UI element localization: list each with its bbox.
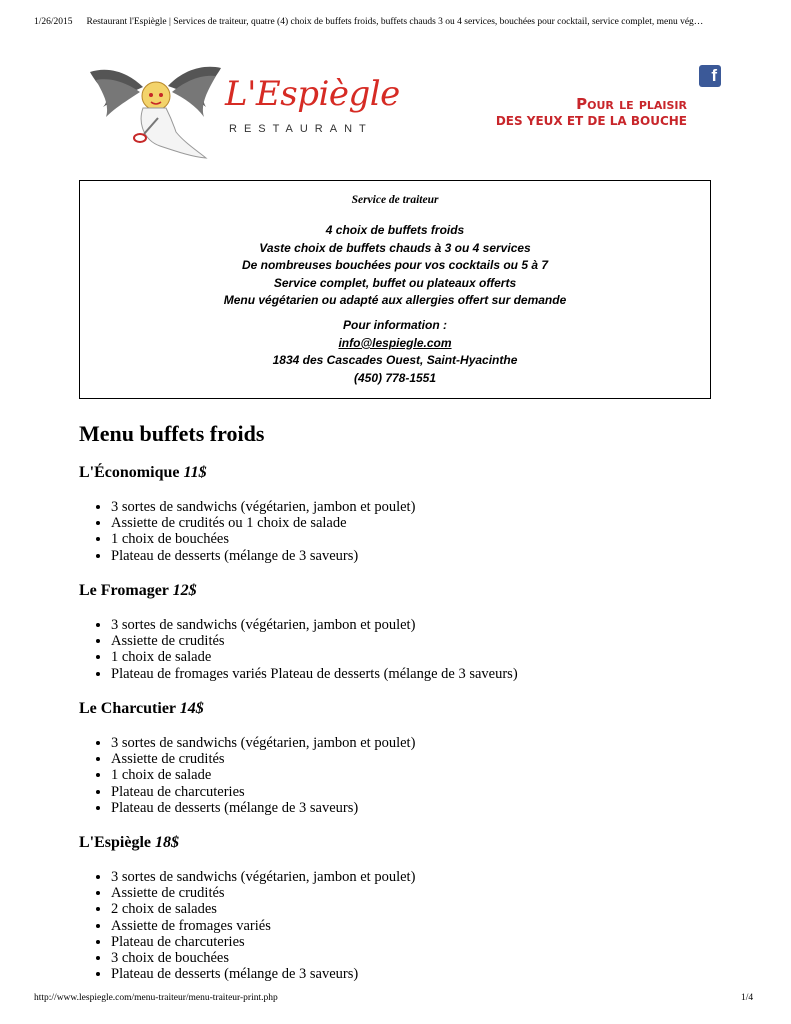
list-item: • Assiette de crudités	[111, 751, 759, 767]
list-item: • Plateau de fromages variés Plateau de desserts (mélange de 3 saveurs)	[111, 666, 759, 682]
cherub-mascot-icon	[88, 62, 223, 162]
print-page-title: Restaurant l'Espiègle | Services de traiteur, quatre (4) choix de buffets froids, buffets chauds 3 ou 4 services, bouchées pour cocktail, service complet, menu vég…	[86, 17, 704, 27]
list-item: • Assiette de crudités	[111, 885, 759, 901]
info-box	[79, 180, 711, 399]
tagline	[496, 96, 687, 130]
list-item: • 3 choix de bouchées	[111, 950, 759, 966]
section-name: Le Fromager	[79, 582, 169, 599]
tagline-line-2: DES YEUX ET DE LA BOUCHE	[495, 114, 687, 128]
address: 1834 des Cascades Ouest, Saint-Hyacinthe	[272, 353, 518, 368]
menu-section-espiegle	[79, 833, 759, 982]
list-item: • 1 choix de salade	[111, 767, 759, 783]
section-price: 11$	[183, 464, 207, 481]
info-box-title: Service de traiteur	[351, 194, 439, 206]
contact-label: Pour information :	[343, 318, 447, 332]
brand-subtitle: RESTAURANT	[229, 123, 373, 135]
feature-item: Vaste choix de buffets chauds à 3 ou 4 services	[259, 240, 531, 255]
section-item-list	[79, 617, 759, 682]
list-item: • Plateau de desserts (mélange de 3 saveurs)	[111, 548, 759, 564]
section-name: L'Économique	[79, 464, 180, 481]
section-item-list	[79, 735, 759, 816]
print-url: http://www.lespiegle.com/menu-traiteur/menu-traiteur-print.php	[34, 993, 278, 1003]
phone-number: (450) 778-1551	[353, 370, 437, 385]
print-header	[34, 17, 764, 27]
menu-section-fromager	[79, 581, 759, 682]
list-item: • Plateau de desserts (mélange de 3 saveurs)	[111, 800, 759, 816]
list-item: • Assiette de crudités ou 1 choix de salade	[111, 515, 759, 531]
email-link[interactable]: info@lespiegle.com	[338, 335, 452, 350]
list-item: • 3 sortes de sandwichs (végétarien, jambon et poulet)	[111, 869, 759, 885]
feature-item: Service complet, buffet ou plateaux offerts	[273, 275, 517, 290]
tagline-line-1: Pour le plaisir	[576, 95, 687, 113]
list-item: • 2 choix de salades	[111, 901, 759, 917]
restaurant-logo[interactable]	[88, 62, 400, 162]
list-item: • Plateau de charcuteries	[111, 934, 759, 950]
list-item: • Plateau de charcuteries	[111, 784, 759, 800]
list-item: • Assiette de fromages variés	[111, 918, 759, 934]
section-name: L'Espiègle	[79, 834, 152, 851]
menu-section-economique	[79, 463, 759, 564]
brand-name: L'Espiègle	[225, 74, 400, 114]
section-heading	[79, 581, 759, 601]
section-heading	[79, 833, 759, 853]
menu-section-charcutier	[79, 699, 759, 816]
feature-item: De nombreuses bouchées pour vos cocktails ou 5 à 7	[241, 258, 549, 273]
list-item: • 3 sortes de sandwichs (végétarien, jambon et poulet)	[111, 735, 759, 751]
section-price: 18$	[155, 834, 180, 851]
section-price: 12$	[172, 582, 197, 599]
feature-item: 4 choix de buffets froids	[325, 223, 465, 237]
facebook-icon[interactable]: f	[699, 65, 721, 87]
contact-block	[80, 317, 710, 387]
feature-item: Menu végétarien ou adapté aux allergies offert sur demande	[223, 293, 567, 308]
list-item: • Assiette de crudités	[111, 633, 759, 649]
list-item: • 3 sortes de sandwichs (végétarien, jambon et poulet)	[111, 499, 759, 515]
service-features	[80, 222, 710, 310]
section-item-list	[79, 869, 759, 982]
list-item: • 3 sortes de sandwichs (végétarien, jambon et poulet)	[111, 617, 759, 633]
print-page-number: 1/4	[741, 993, 754, 1003]
list-item: • 1 choix de salade	[111, 649, 759, 665]
list-item: • Plateau de desserts (mélange de 3 saveurs)	[111, 966, 759, 982]
print-date: 1/26/2015	[34, 17, 73, 27]
section-price: 14$	[179, 700, 204, 717]
section-name: Le Charcutier	[79, 700, 176, 717]
section-heading	[79, 463, 759, 483]
list-item: • 1 choix de bouchées	[111, 531, 759, 547]
menu-title: Menu buffets froids	[79, 421, 265, 446]
section-heading	[79, 699, 759, 719]
section-item-list	[79, 499, 759, 564]
